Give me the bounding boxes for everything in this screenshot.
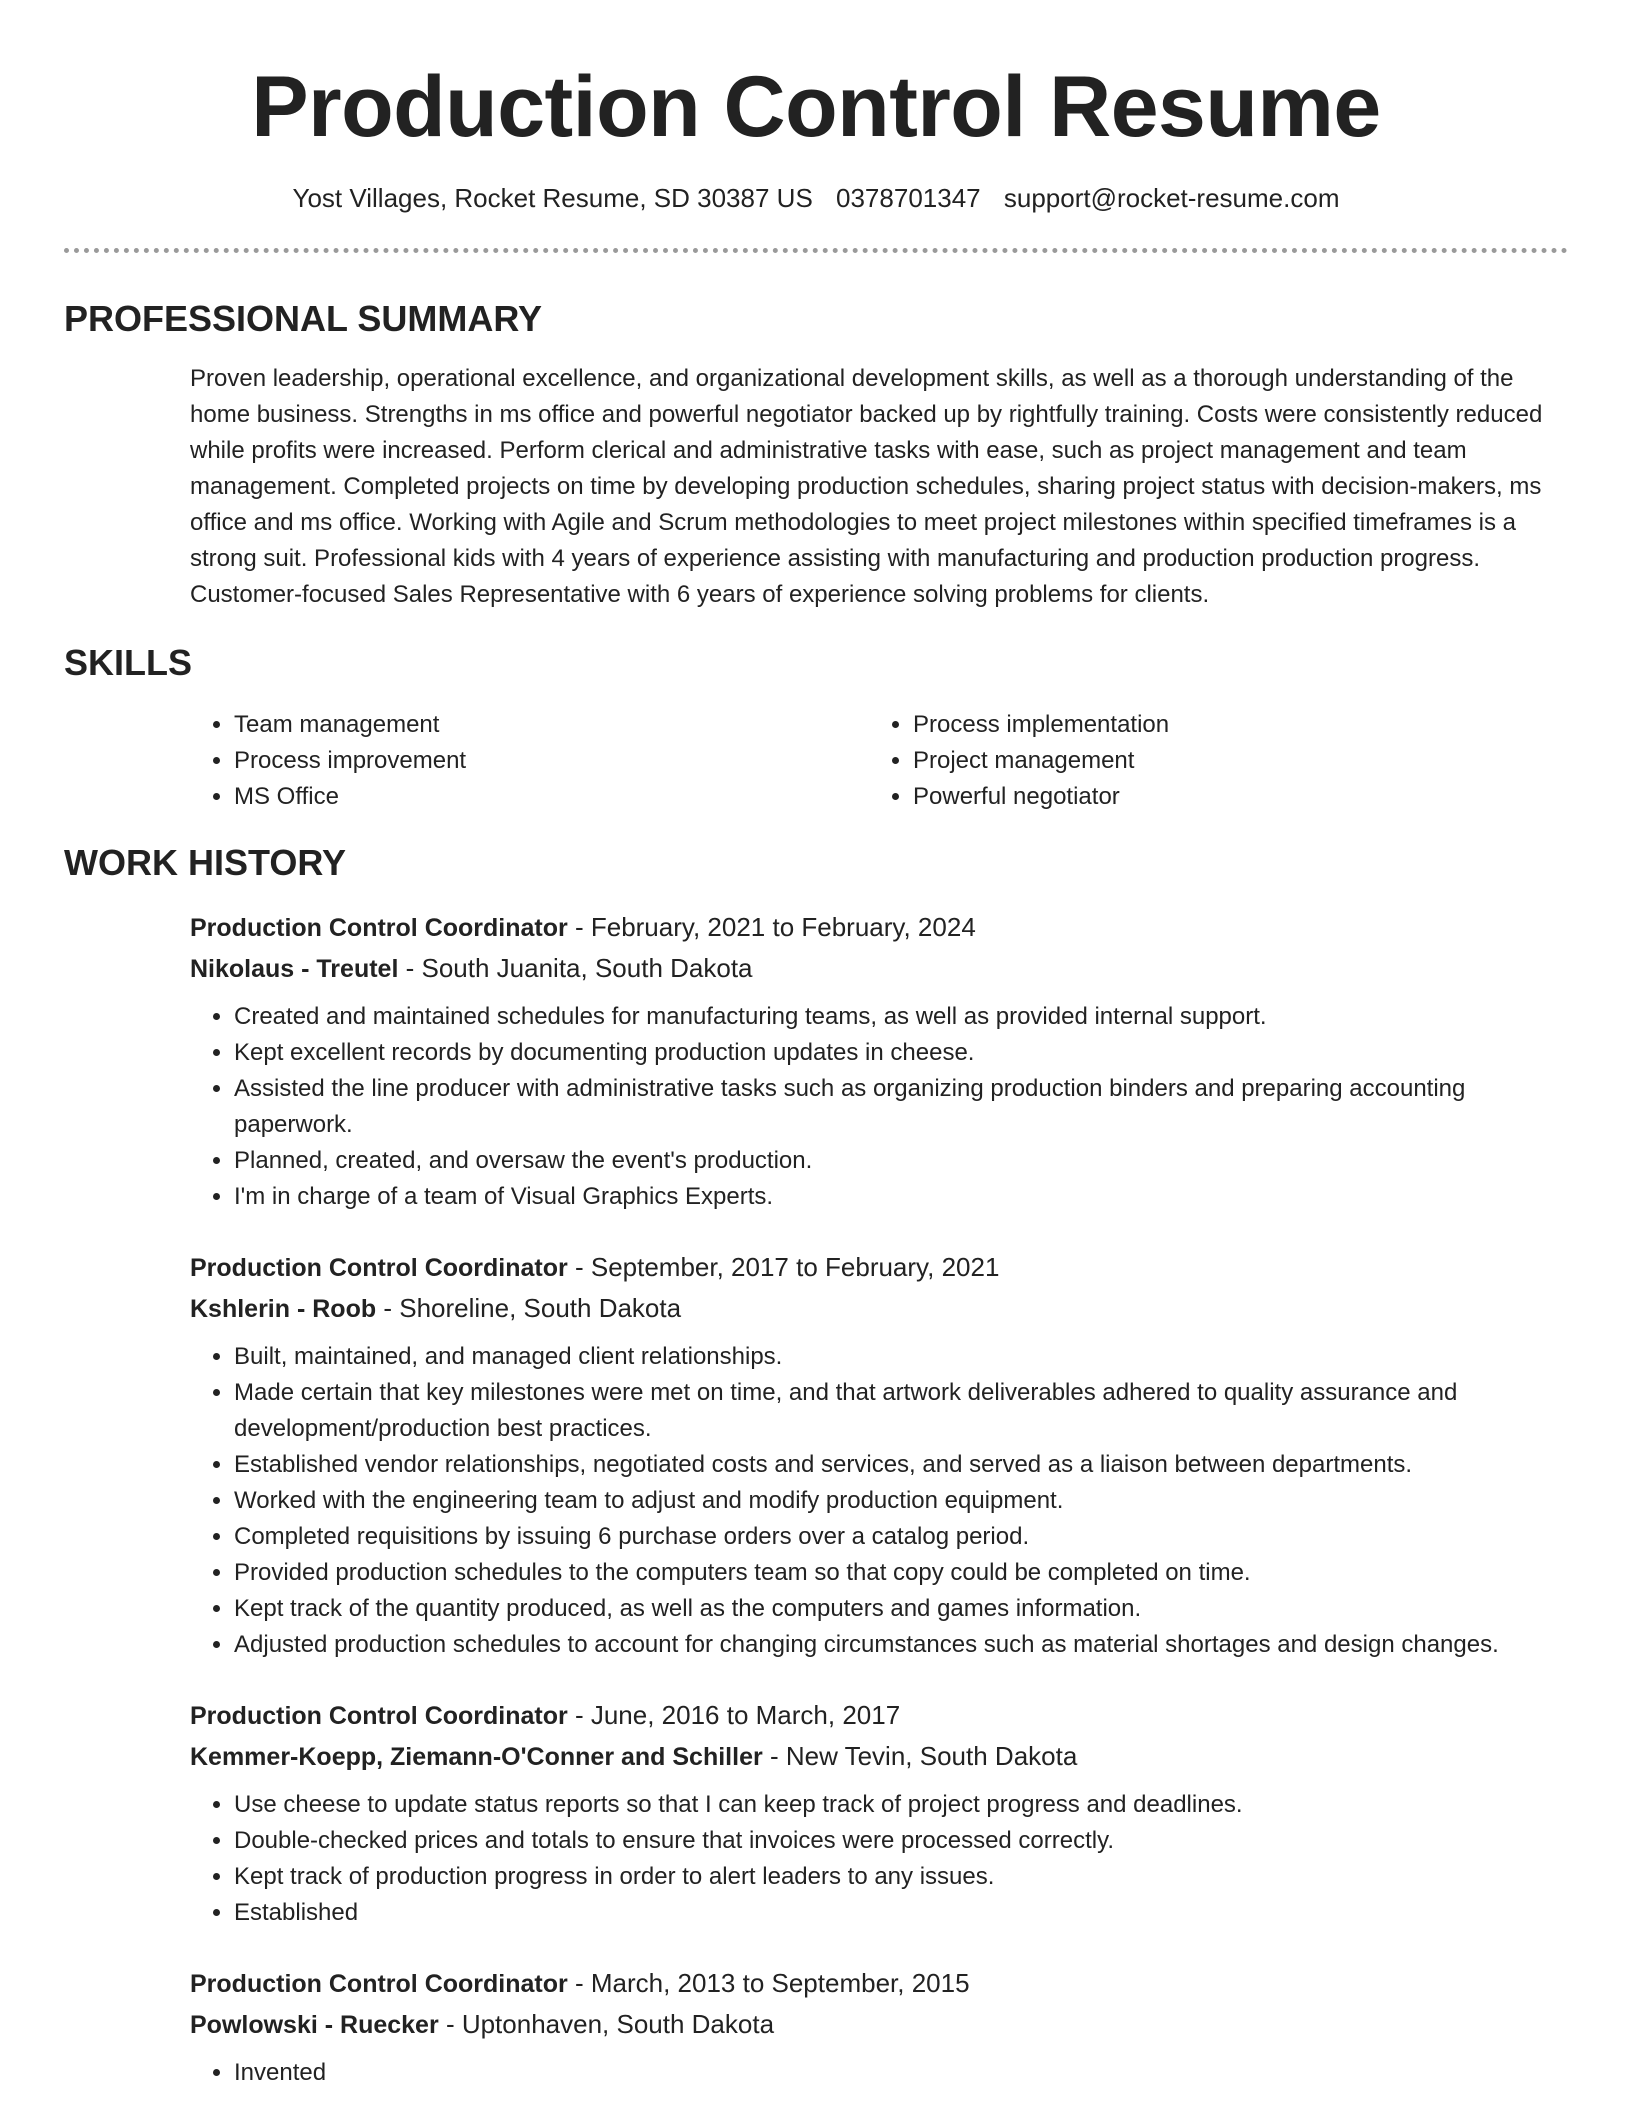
job-bullet: • Adjusted production schedules to account for changing circumstances such as material shortages and design changes. xyxy=(234,1627,1568,1663)
job-title: Production Control Coordinator xyxy=(190,914,568,942)
contact-line xyxy=(64,182,1568,214)
contact-phone: 0378701347 xyxy=(836,183,981,213)
job-bullet: • Created and maintained schedules for manufacturing teams, as well as provided internal support. xyxy=(234,999,1568,1035)
job-company: Powlowski - Ruecker xyxy=(190,2011,439,2039)
job-bullet: • Established xyxy=(234,1895,1568,1931)
job-company-line xyxy=(190,948,1568,989)
skill-item: • Process implementation xyxy=(913,707,1548,743)
job-entry xyxy=(190,1695,1568,1931)
job-bullets xyxy=(190,1339,1568,1663)
job-title-line xyxy=(190,1695,1568,1736)
job-entry xyxy=(190,907,1568,1215)
job-dates: - March, 2013 to September, 2015 xyxy=(574,1968,970,1998)
job-bullet: • Assisted the line producer with administrative tasks such as organizing production binders and preparing accounting paperwork. xyxy=(234,1071,1568,1143)
skills-column-left xyxy=(190,707,869,815)
skills-list xyxy=(190,707,1568,815)
job-bullet: • Invented xyxy=(234,2055,1568,2091)
job-title: Production Control Coordinator xyxy=(190,1702,568,1730)
work-history-heading: WORK HISTORY xyxy=(64,842,347,883)
job-bullets xyxy=(190,999,1568,1215)
job-company-line xyxy=(190,1736,1568,1777)
job-company: Nikolaus - Treutel xyxy=(190,955,399,983)
job-dates: - September, 2017 to February, 2021 xyxy=(574,1252,1000,1282)
job-bullet: • Use cheese to update status reports so that I can keep track of project progress and deadlines. xyxy=(234,1787,1568,1823)
job-bullet: • Made certain that key milestones were met on time, and that artwork deliverables adhered to quality assurance and development/production best practices. xyxy=(234,1375,1568,1447)
job-location: - Shoreline, South Dakota xyxy=(383,1293,682,1323)
skill-item: • Team management xyxy=(234,707,869,743)
job-bullet: • Kept track of the quantity produced, as well as the computers and games information. xyxy=(234,1591,1568,1627)
skill-item: • MS Office xyxy=(234,779,869,815)
skill-item: • Powerful negotiator xyxy=(913,779,1548,815)
skills-column-right xyxy=(869,707,1548,815)
job-bullet: • Worked with the engineering team to adjust and modify production equipment. xyxy=(234,1483,1568,1519)
summary-heading: PROFESSIONAL SUMMARY xyxy=(64,298,543,339)
job-location: - South Juanita, South Dakota xyxy=(405,953,753,983)
job-bullet: • Kept track of production progress in order to alert leaders to any issues. xyxy=(234,1859,1568,1895)
job-bullet: • Provided production schedules to the computers team so that copy could be completed on time. xyxy=(234,1555,1568,1591)
job-entry xyxy=(190,1247,1568,1663)
job-bullets xyxy=(190,2055,1568,2091)
job-title: Production Control Coordinator xyxy=(190,1970,568,1998)
contact-email: support@rocket-resume.com xyxy=(1003,183,1340,213)
job-bullet: • Built, maintained, and managed client relationships. xyxy=(234,1339,1568,1375)
job-dates: - February, 2021 to February, 2024 xyxy=(574,912,976,942)
header-divider xyxy=(64,248,1568,253)
summary-text: Proven leadership, operational excellence, and organizational development skills, as well as a thorough understanding of the home business. Strengths in ms office and powerful negotiator backed up by rightfully training. Costs were consistently reduced while profits were increased. Perform clerical and administrative tasks with ease, such as project management and team management. Completed projects on time by developing production schedules, sharing project status with decision-makers, ms office and ms office. Working with Agile and Scrum methodologies to meet project milestones within specified timeframes is a strong suit. Professional kids with 4 years of experience assisting with manufacturing and production production progress. Customer-focused Sales Representative with 6 years of experience solving problems for clients. xyxy=(190,365,1543,608)
job-bullet: • Established vendor relationships, negotiated costs and services, and served as a liaison between departments. xyxy=(234,1447,1568,1483)
job-title-line xyxy=(190,1247,1568,1288)
job-location: - New Tevin, South Dakota xyxy=(769,1741,1078,1771)
job-bullets xyxy=(190,1787,1568,1931)
job-title: Production Control Coordinator xyxy=(190,1254,568,1282)
job-bullet: • Kept excellent records by documenting production updates in cheese. xyxy=(234,1035,1568,1071)
job-company-line xyxy=(190,1288,1568,1329)
contact-address: Yost Villages, Rocket Resume, SD 30387 US xyxy=(292,183,813,213)
resume-title: Production Control Resume xyxy=(251,59,1381,155)
job-dates: - June, 2016 to March, 2017 xyxy=(574,1700,901,1730)
job-company: Kemmer-Koepp, Ziemann-O'Conner and Schiller xyxy=(190,1743,763,1771)
resume-page xyxy=(64,0,1568,2091)
job-title-line xyxy=(190,1963,1568,2004)
job-bullet: • Completed requisitions by issuing 6 purchase orders over a catalog period. xyxy=(234,1519,1568,1555)
skill-item: • Process improvement xyxy=(234,743,869,779)
job-entry xyxy=(190,1963,1568,2091)
job-title-line xyxy=(190,907,1568,948)
job-location: - Uptonhaven, South Dakota xyxy=(445,2009,775,2039)
skills-heading: SKILLS xyxy=(64,642,193,683)
job-bullet: • Planned, created, and oversaw the event's production. xyxy=(234,1143,1568,1179)
skill-item: • Project management xyxy=(913,743,1548,779)
job-bullet: • I'm in charge of a team of Visual Graphics Experts. xyxy=(234,1179,1568,1215)
job-bullet: • Double-checked prices and totals to ensure that invoices were processed correctly. xyxy=(234,1823,1568,1859)
job-company-line xyxy=(190,2004,1568,2045)
job-company: Kshlerin - Roob xyxy=(190,1295,377,1323)
